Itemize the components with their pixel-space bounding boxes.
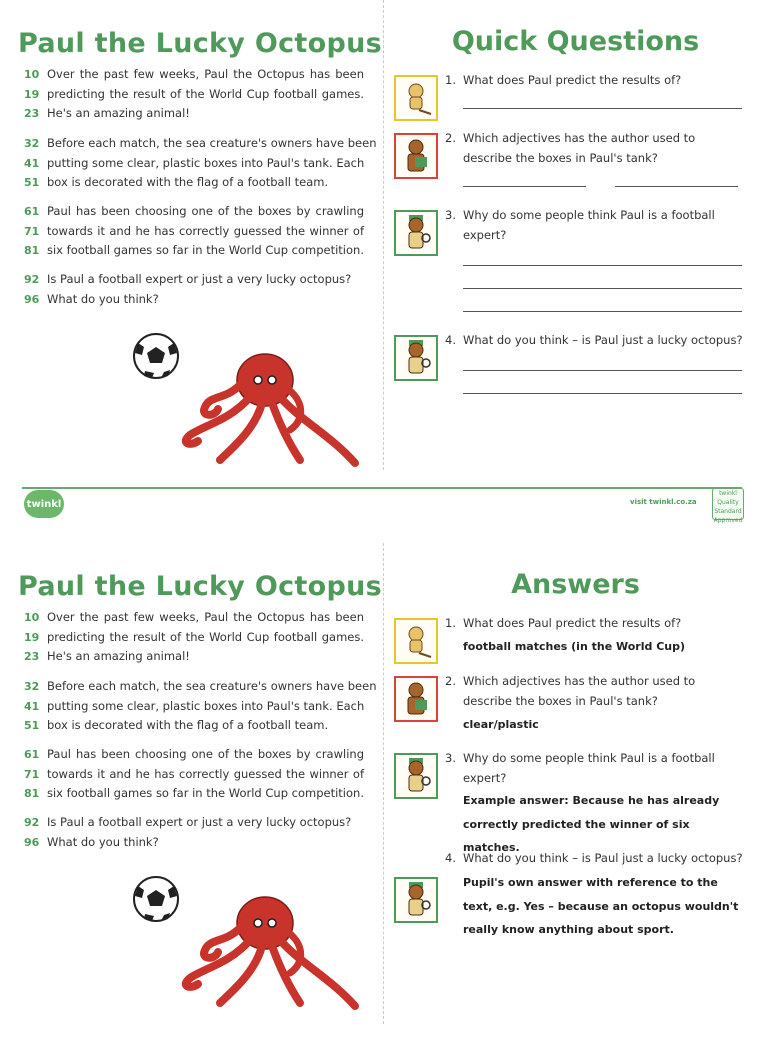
- paragraph-3: [24, 202, 364, 261]
- answer-line[interactable]: [463, 393, 742, 394]
- answer-line[interactable]: [463, 186, 586, 187]
- word-count: 41: [24, 156, 40, 170]
- dog-detective-running-icon: [394, 75, 438, 121]
- answer-line[interactable]: [463, 370, 742, 371]
- text-line: [24, 697, 364, 717]
- answer-text: football matches (in the World Cup): [463, 640, 685, 653]
- line-text: towards it and he has correctly guessed the winner of: [47, 766, 364, 781]
- line-text: towards it and he has correctly guessed the winner of: [47, 223, 364, 238]
- dog-detective-running-icon: [394, 618, 438, 664]
- dog-detective-reading-icon: [394, 676, 438, 722]
- dog-detective-reading-icon: [394, 133, 438, 179]
- question-text: Which adjectives has the author used to describe the boxes in Paul's tank?: [463, 674, 696, 708]
- answer-4: [394, 853, 754, 953]
- word-count: 10: [24, 611, 40, 624]
- website-link[interactable]: visit twinkl.co.za: [630, 498, 697, 506]
- paragraph-4: [24, 270, 364, 309]
- section-title: Answers: [511, 569, 640, 600]
- word-count: 61: [24, 205, 40, 218]
- answer-line[interactable]: [463, 311, 742, 312]
- answer-1: [394, 618, 754, 666]
- text-line: [24, 202, 364, 222]
- dog-detective-magnifier-icon: [394, 335, 438, 381]
- line-text: Before each match, the sea creature's owners have been: [47, 136, 377, 150]
- page-title: Paul the Lucky Octopus: [17, 571, 383, 602]
- octopus-football-illustration: [100, 868, 370, 1018]
- text-line: [24, 222, 364, 242]
- question-text: Why do some people think Paul is a football expert?: [463, 208, 715, 242]
- line-text: predicting the result of the World Cup football games.: [47, 629, 364, 644]
- line-text: six football games so far in the World Cup competition.: [47, 786, 364, 800]
- paragraph-1: [24, 608, 364, 667]
- text-line: [24, 628, 364, 648]
- word-count: 23: [24, 107, 40, 120]
- word-count: 10: [24, 68, 40, 81]
- word-count: 61: [24, 748, 40, 761]
- line-text: putting some clear, plastic boxes into Paul's tank. Each: [47, 698, 365, 713]
- paragraph-2: [24, 134, 377, 193]
- question-number: 2.: [445, 674, 456, 688]
- text-line: [24, 608, 364, 628]
- word-count: 71: [24, 767, 40, 781]
- question-number: 1.: [445, 73, 456, 87]
- line-text: Over the past few weeks, Paul the Octopus has been: [47, 610, 364, 624]
- line-text: Paul has been choosing one of the boxes by crawling: [47, 747, 364, 761]
- answer-3: [394, 751, 754, 854]
- text-line: [24, 784, 364, 804]
- line-text: What do you think?: [47, 834, 159, 849]
- text-line: [24, 85, 364, 105]
- paragraph-1: [24, 65, 364, 124]
- question-text: What do you think – is Paul just a lucky octopus?: [463, 851, 743, 865]
- question-number: 3.: [445, 208, 456, 222]
- text-line: [24, 833, 364, 853]
- football-icon: [134, 334, 178, 378]
- line-text: Is Paul a football expert or just a very lucky octopus?: [47, 272, 352, 286]
- word-count: 32: [24, 137, 40, 150]
- word-count: 96: [24, 835, 40, 849]
- word-count: 23: [24, 650, 40, 663]
- text-line: [24, 104, 364, 124]
- section-title: Quick Questions: [451, 26, 700, 57]
- answer-line[interactable]: [463, 265, 742, 266]
- question-4: [394, 335, 754, 383]
- text-line: [24, 716, 364, 736]
- text-line: [24, 745, 364, 765]
- dog-detective-magnifier-icon: [394, 877, 438, 923]
- question-2: [394, 133, 754, 181]
- question-text: What does Paul predict the results of?: [463, 616, 682, 630]
- line-text: putting some clear, plastic boxes into Paul's tank. Each: [47, 155, 365, 170]
- quality-standard-badge: twinkl Quality Standard Approved: [713, 490, 743, 524]
- text-line: [24, 65, 364, 85]
- text-line: [24, 290, 364, 310]
- word-count: 51: [24, 719, 40, 732]
- word-count: 19: [24, 630, 40, 644]
- text-line: [24, 677, 377, 697]
- question-number: 4.: [445, 851, 456, 865]
- question-text: What does Paul predict the results of?: [463, 73, 682, 87]
- worksheet-answers: [0, 543, 768, 1043]
- answer-text: Pupil's own answer with reference to the text, e.g. Yes – because an octopus wouldn't really know anything about sport.: [463, 876, 739, 936]
- octopus-icon: [186, 897, 355, 1006]
- question-number: 2.: [445, 131, 456, 145]
- twinkl-logo[interactable]: twinkl: [24, 490, 64, 518]
- column-divider: [383, 543, 384, 1024]
- line-text: box is decorated with the flag of a football team.: [47, 718, 329, 732]
- footer-divider: [22, 487, 742, 489]
- answer-2: [394, 676, 754, 736]
- question-number: 1.: [445, 616, 456, 630]
- football-icon: [134, 877, 178, 921]
- line-text: Paul has been choosing one of the boxes by crawling: [47, 204, 364, 218]
- answer-text: Example answer: Because he has already correctly predicted the winner of six matches.: [463, 794, 720, 854]
- dog-detective-magnifier-icon: [394, 210, 438, 256]
- word-count: 19: [24, 87, 40, 101]
- dog-detective-magnifier-icon: [394, 753, 438, 799]
- line-text: Is Paul a football expert or just a very lucky octopus?: [47, 815, 352, 829]
- text-line: [24, 270, 364, 290]
- text-line: [24, 241, 364, 261]
- paragraph-4: [24, 813, 364, 852]
- word-count: 92: [24, 273, 40, 286]
- line-text: What do you think?: [47, 291, 159, 306]
- line-text: box is decorated with the flag of a football team.: [47, 175, 329, 189]
- answer-text: clear/plastic: [463, 718, 539, 731]
- word-count: 81: [24, 787, 40, 800]
- question-text: Which adjectives has the author used to describe the boxes in Paul's tank?: [463, 131, 696, 165]
- question-3: [394, 210, 754, 258]
- question-text: Why do some people think Paul is a football expert?: [463, 751, 715, 785]
- line-text: Over the past few weeks, Paul the Octopus has been: [47, 67, 364, 81]
- octopus-icon: [186, 354, 355, 463]
- line-text: He's an amazing animal!: [47, 106, 190, 120]
- text-line: [24, 813, 364, 833]
- word-count: 51: [24, 176, 40, 189]
- question-number: 4.: [445, 333, 456, 347]
- paragraph-2: [24, 677, 377, 736]
- text-line: [24, 765, 364, 785]
- line-text: predicting the result of the World Cup football games.: [47, 86, 364, 101]
- word-count: 41: [24, 699, 40, 713]
- column-divider: [383, 0, 384, 470]
- word-count: 32: [24, 680, 40, 693]
- text-line: [24, 173, 364, 193]
- answer-line[interactable]: [463, 108, 742, 109]
- answer-line[interactable]: [615, 186, 738, 187]
- line-text: six football games so far in the World Cup competition.: [47, 243, 364, 257]
- line-text: Before each match, the sea creature's owners have been: [47, 679, 377, 693]
- word-count: 71: [24, 224, 40, 238]
- word-count: 81: [24, 244, 40, 257]
- paragraph-3: [24, 745, 364, 804]
- text-line: [24, 154, 364, 174]
- word-count: 92: [24, 816, 40, 829]
- page-title: Paul the Lucky Octopus: [17, 28, 383, 59]
- answer-line[interactable]: [463, 288, 742, 289]
- text-line: [24, 134, 377, 154]
- text-line: [24, 647, 364, 667]
- question-number: 3.: [445, 751, 456, 765]
- question-text: What do you think – is Paul just a lucky octopus?: [463, 333, 743, 347]
- octopus-football-illustration: [100, 325, 370, 475]
- line-text: He's an amazing animal!: [47, 649, 190, 663]
- question-1: [394, 75, 754, 115]
- word-count: 96: [24, 292, 40, 306]
